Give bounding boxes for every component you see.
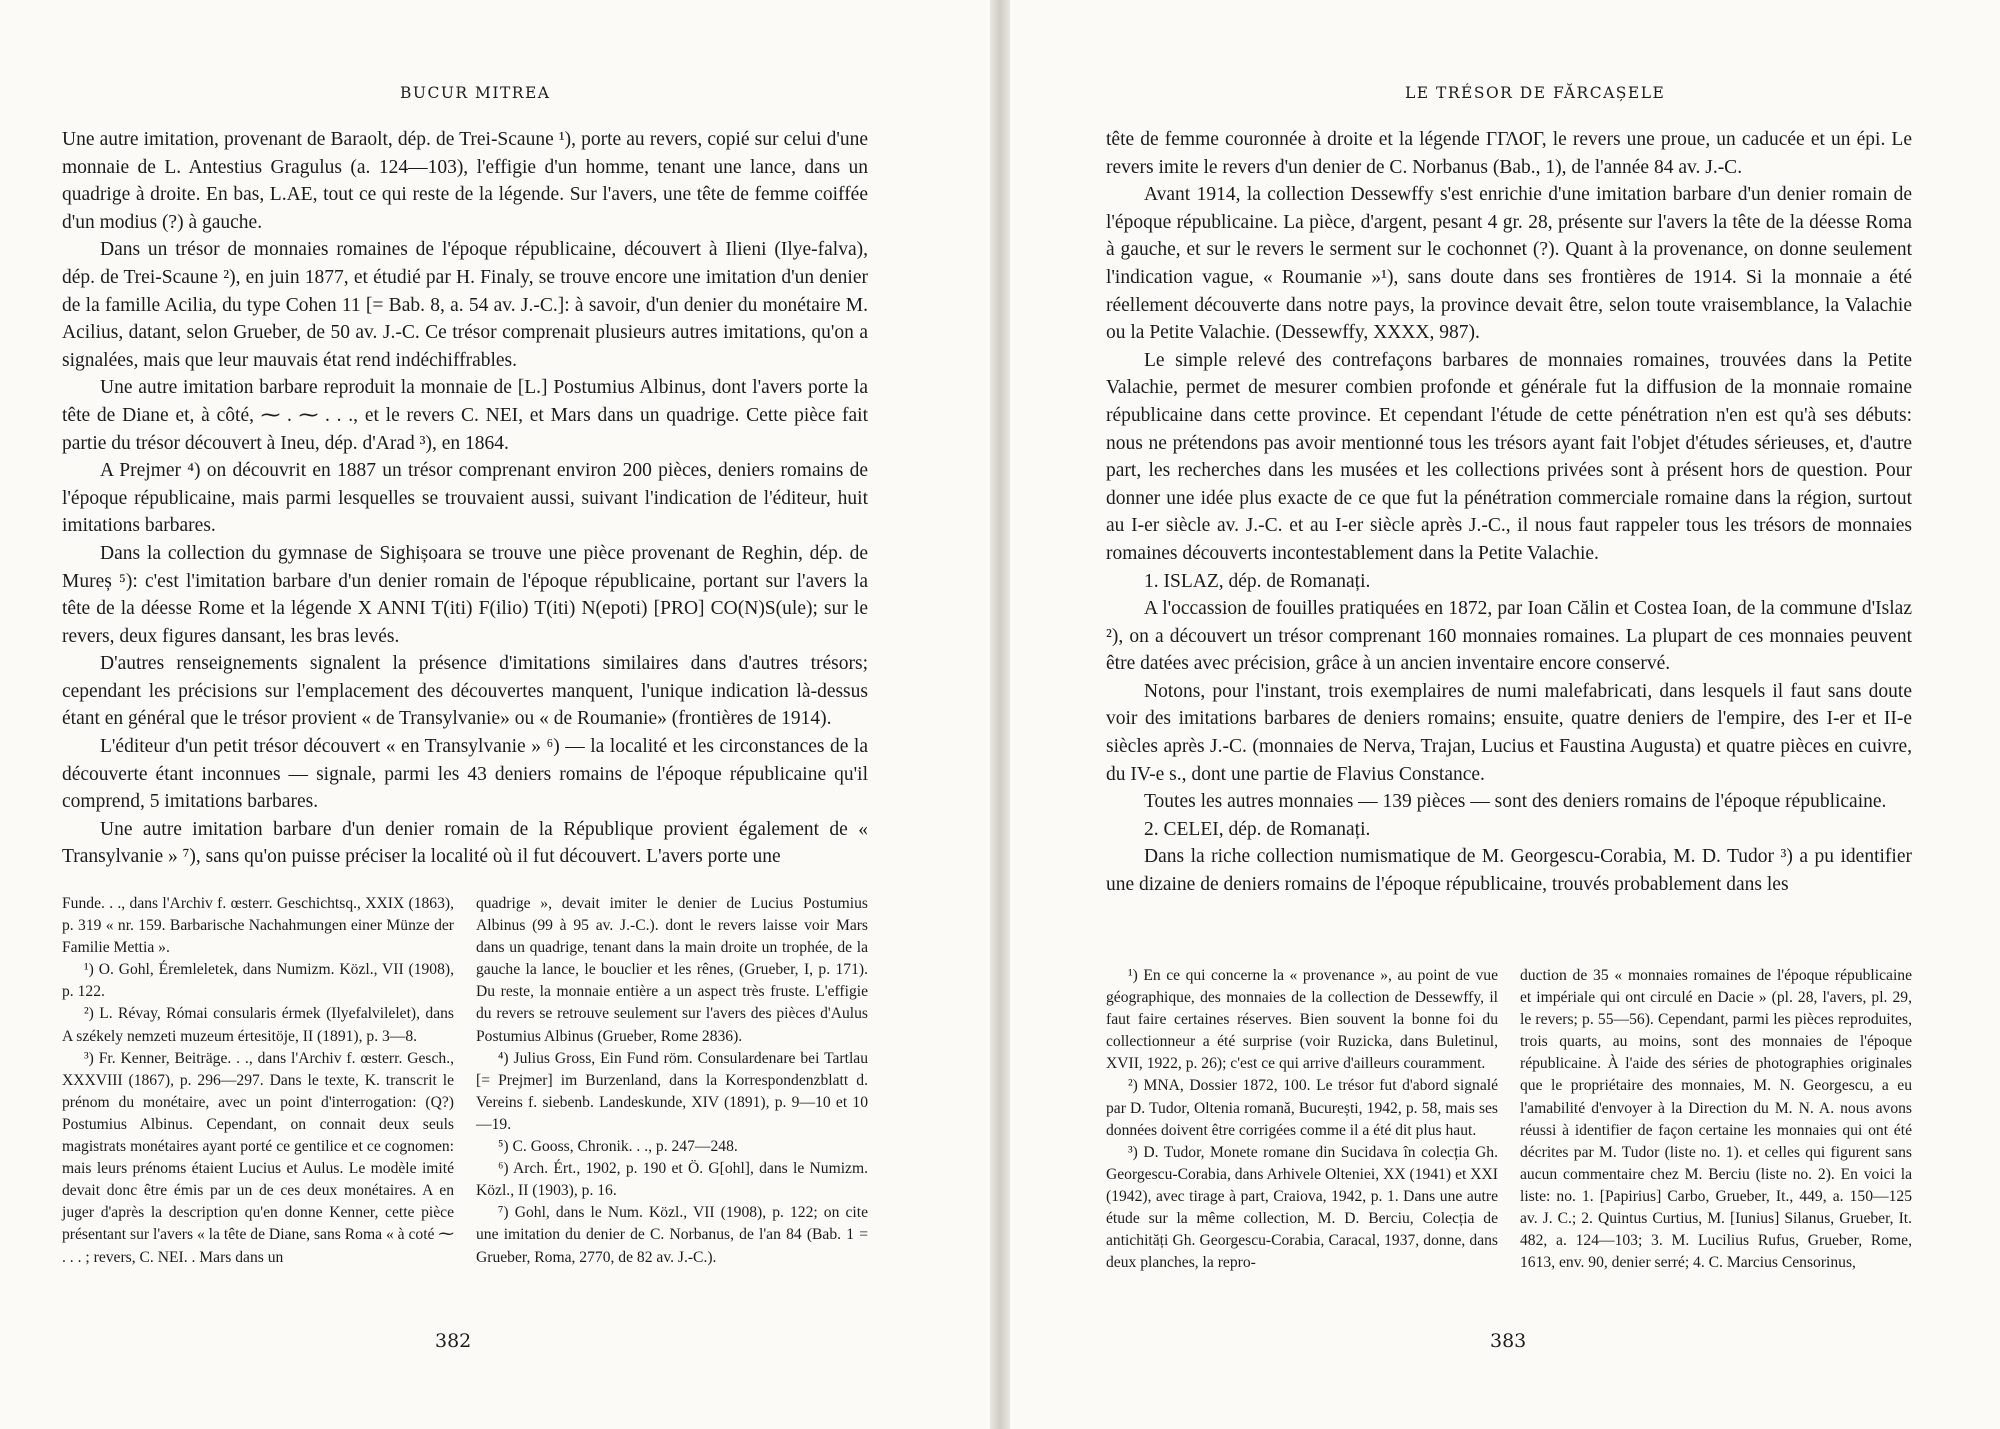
footnotes — [1106, 965, 1912, 1274]
section-heading: 2. CELEI, dép. de Romanați. — [1144, 818, 1371, 840]
page-number: 382 — [435, 1330, 472, 1352]
footnote-column-left — [1106, 965, 1498, 1274]
paragraph: L'éditeur d'un petit trésor découvert « en Transylvanie » ⁶) — la localité et les circonstances de la découverte étant inconnues — signale, parmi les 43 deniers romains de l'époque républicaine qu'il comprend, 5 imitations barbares. — [62, 736, 868, 813]
footnote: ⁷) Gohl, dans le Num. Közl., VII (1908), p. 122; on cite une imitation du denier de C. Norbanus, de l'an 84 (Bab. 1 = Grueber, Roma, 2770, de 82 av. J.-C.). — [476, 1204, 868, 1266]
paragraph: Dans un trésor de monnaies romaines de l'époque républicaine, découvert à Ilieni (Ilye-falva), dép. de Trei-Scaune ²), en juin 1877, et étudié par H. Finaly, se trouve encore une imitation d'un denier de la famille Acilia, du type Cohen 11 [= Bab. 8, a. 54 av. J.-C.]: à savoir, d'un denier du monétaire M. Acilius, datant, selon Grueber, de 50 av. J.-C. Ce trésor comprenait plusieurs autres imitations, qu'on a signalées, mais que leur mauvais état rend indéchiffrables. — [62, 239, 868, 371]
footnote: ²) MNA, Dossier 1872, 100. Le trésor fut d'abord signalé par D. Tudor, Oltenia romană, București, 1942, p. 58, mais ses données doivent être corrigées comme il a été dit plus haut. — [1106, 1077, 1498, 1139]
paragraph: Dans la collection du gymnase de Sighișoara se trouve une pièce provenant de Reghin, dép. de Mureș ⁵): c'est l'imitation barbare d'un denier romain de l'époque républicaine, portant sur l'avers la tête de la déesse Rome et la légende X ANNI T(iti) F(ilio) T(iti) N(epoti) [PRO] CO(N)S(ule); sur le revers, deux figures dansant, les bras levés. — [62, 542, 868, 647]
paragraph: Notons, pour l'instant, trois exemplaires de numi malefabricati, dans lesquels il faut sans doute voir des imitations barbares de deniers romains; ensuite, quatre deniers de l'empire, des I-er et II-e siècles après J.-C. (monnaies de Nerva, Trajan, Lucius et Faustina Augusta) et quatre pièces en cuivre, du IV-e s., dont une partie de Flavius Constance. — [1106, 680, 1912, 785]
section-heading: 1. ISLAZ, dép. de Romanați. — [1144, 570, 1371, 592]
book-gutter — [990, 0, 1010, 1429]
paragraph: Une autre imitation barbare d'un denier romain de la République provient également de « Transylvanie » ⁷), sans qu'on puisse préciser la localité où il fut découvert. L'avers porte une — [62, 818, 868, 868]
main-text — [62, 126, 868, 871]
footnote: ³) D. Tudor, Monete romane din Sucidava în colecția Gh. Georgescu-Corabia, dans Arhivele Olteniei, XX (1941) et XXI (1942), avec tirage à part, Craiova, 1942, p. 1. Dans une autre étude sur la même collection, M. D. Berciu, Colecția de antichități Gh. Georgescu-Corabia, Caracal, 1937, donne, dans deux planches, la repro- — [1106, 1143, 1498, 1272]
paragraph: Une autre imitation, provenant de Baraolt, dép. de Trei-Scaune ¹), porte au revers, copié sur celui d'une monnaie de L. Antestius Gragulus (a. 124—103), l'effigie d'un homme, tenant une lance, dans un quadrige à droite. En bas, L.AE, tout ce qui reste de la légende. Sur l'avers, une tête de femme coiffée d'un modius (?) à gauche. — [62, 129, 868, 233]
footnote: ⁵) C. Gooss, Chronik. . ., p. 247—248. — [498, 1138, 738, 1156]
footnote-column-right — [476, 893, 868, 1269]
running-head: LE TRÉSOR DE FĂRCAȘELE — [1405, 84, 1666, 102]
footnote: ⁴) Julius Gross, Ein Fund röm. Consulardenare bei Tartlau [= Prejmer] im Burzenland, dans la Korrespondenzblatt d. Vereins f. siebenb. Landeskunde, XIV (1891), p. 9—10 et 10—19. — [476, 1049, 868, 1133]
paragraph: D'autres renseignements signalent la présence d'imitations similaires dans d'autres trésors; cependant les précisions sur l'emplacement des découvertes manquent, l'unique indication là-dessus étant en général que le trésor provient « de Transylvanie» ou « de Roumanie» (frontières de 1914). — [62, 653, 868, 730]
footnote: ¹) O. Gohl, Éremleletek, dans Numizm. Közl., VII (1908), p. 122. — [62, 961, 454, 1001]
left-page — [0, 0, 990, 1429]
footnote-column-right — [1520, 965, 1912, 1274]
paragraph: Avant 1914, la collection Dessewffy s'est enrichie d'une imitation barbare d'un denier romain de l'époque républicaine. La pièce, d'argent, pesant 4 gr. 28, présente sur l'avers la tête de la déesse Roma à gauche, et sur le revers le serment sur le cochonnet (?). Quant à la provenance, on donne seulement l'indication vague, « Roumanie »¹), sans doute dans ses frontières de 1914. Si la monnaie a été réellement découverte dans notre pays, la province devait être, selon toute vraisemblance, la Valachie ou la Petite Valachie. (Dessewffy, XXXX, 987). — [1106, 184, 1912, 344]
paragraph: Le simple relevé des contrefaçons barbares de monnaies romaines, trouvées dans la Petite Valachie, permet de mesurer combien profonde et générale fut la diffusion de la monnaie romaine républicaine dans cette province. Et cependant l'étude de cette pénétration n'en est qu'à ses débuts: nous ne prétendons pas avoir mentionné tous les trésors ayant fait l'objet d'études sérieuses, et, d'autre part, les recherches dans les musées et les collections privées sont à présent hors de question. Pour donner une idée plus exacte de ce que fut la pénétration commerciale romaine dans la région, surtout au I-er siècle av. J.-C. et au I-er siècle après J.-C., il nous faut rappeler tous les trésors de monnaies romaines découverts incontestablement dans la Petite Valachie. — [1106, 349, 1912, 564]
footnote: Funde. . ., dans l'Archiv f. œsterr. Geschichtsq., XXIX (1863), p. 319 « nr. 159. Barbarische Nachahmungen einer Münze der Familie Mettia ». — [62, 895, 454, 957]
paragraph: Dans la riche collection numismatique de M. Georgescu-Corabia, M. D. Tudor ³) a pu identifier une dizaine de deniers romains de l'époque républicaine, trouvés probablement dans les — [1106, 846, 1912, 896]
right-page — [1010, 0, 2000, 1429]
footnote: duction de 35 « monnaies romaines de l'époque républicaine et impériale qui ont circulé en Dacie » (pl. 28, l'avers, pl. 29, le revers; p. 55—56). Cependant, parmi les pièces reproduites, trois quarts, au moins, sont des monnaies de l'époque républicaine. À l'aide des séries de photographies originales que le propriétaire des monnaies, M. N. Georgescu, a eu l'amabilité d'envoyer à la Direction du M. N. A. nous avons réussi à identifier de façon certaine les monnaies qui ont été décrites par M. Tudor (liste no. 1). et celles qui figurent sans aucun commentaire chez M. Berciu (liste no. 2). En voici la liste: no. 1. [Papirius] Carbo, Grueber, It., 449, a. 150—125 av. J. C.; 2. Quintus Curtius, M. [Iunius] Silanus, Grueber, It. 482, a. 124—103; 3. M. Lucilius Rufus, Grueber, Rome, 1613, env. 90, denier serré; 4. C. Marcius Censorinus, — [1520, 967, 1912, 1272]
main-text — [1106, 126, 1912, 899]
footnote: ¹) En ce qui concerne la « provenance », au point de vue géographique, des monnaies de la collection de Dessewffy, il faut faire certaines réserves. Bien souvent la bonne foi du collectionneur a été surprise (voir Ruzicka, dans Buletinul, XVII, 1922, p. 26); c'est ce qui arrive d'ailleurs couramment. — [1106, 967, 1498, 1073]
footnote: ²) L. Révay, Római consularis érmek (Ilyefalvilelet), dans A székely nemzeti muzeum értesitöje, II (1891), p. 3—8. — [62, 1005, 454, 1045]
footnotes — [62, 893, 868, 1269]
paragraph: Toutes les autres monnaies — 139 pièces — sont des deniers romains de l'époque républicaine. — [1144, 791, 1887, 813]
paragraph: Une autre imitation barbare reproduit la monnaie de [L.] Postumius Albinus, dont l'avers porte la tête de Diane et, à côté, ⁓ . ⁓ . . ., et le revers C. NEI, et Mars dans un quadrige. Cette pièce fait partie du trésor découvert à Ineu, dép. d'Arad ³), en 1864. — [62, 377, 868, 454]
page-number: 383 — [1490, 1330, 1527, 1352]
footnote: quadrige », devait imiter le denier de Lucius Postumius Albinus (99 à 95 av. J.-C.). dont le revers laisse voir Mars dans un quadrige, tenant dans la main droite un trophée, de la gauche la lance, le bouclier et les rênes, (Grueber, I, p. 171). Du reste, la monnaie entière a un aspect très fruste. L'effigie du revers se retrouve seulement sur l'avers des pièces d'Aulus Postumius Albinus (Grueber, Rome 2836). — [476, 895, 868, 1045]
footnote-column-left — [62, 893, 454, 1269]
footnote: ⁶) Arch. Ért., 1902, p. 190 et Ö. G[ohl], dans le Numizm. Közl., II (1903), p. 16. — [476, 1160, 868, 1200]
paragraph: tête de femme couronnée à droite et la légende ΓΓΛΟΓ, le revers une proue, un caducée et un épi. Le revers imite le revers d'un denier de C. Norbanus (Bab., 1), de l'année 84 av. J.-C. — [1106, 129, 1912, 178]
paragraph: A l'occassion de fouilles pratiquées en 1872, par Ioan Călin et Costea Ioan, de la commune d'Islaz ²), on a découvert un trésor comprenant 160 monnaies romaines. La plupart de ces monnaies peuvent être datées avec précision, grâce à un ancien inventaire encore conservé. — [1106, 598, 1912, 675]
footnote: ³) Fr. Kenner, Beiträge. . ., dans l'Archiv f. œsterr. Gesch., XXXVIII (1867), p. 296—297. Dans le texte, K. transcrit le prénom du monétaire, avec un point d'interrogation: (Q?) Postumius Albinus. Cependant, on connait deux seuls magistrats monétaires ayant porté ce gentilice et ce cognomen: mais leurs prénoms étaient Lucius et Aulus. Le modèle imité devait donc être émis par un de ces deux monétaires. A en juger d'après la description qu'en donne Kenner, cette pièce présentant sur l'avers « la tête de Diane, sans Roma « à coté ⁓ . . . ; revers, C. NEI. . Mars dans un — [62, 1049, 454, 1266]
running-head: BUCUR MITREA — [400, 84, 551, 102]
paragraph: A Prejmer ⁴) on découvrit en 1887 un trésor comprenant environ 200 pièces, deniers romains de l'époque républicaine, mais parmi lesquelles se trouvaient aussi, suivant l'indication de l'éditeur, huit imitations barbares. — [62, 460, 868, 537]
